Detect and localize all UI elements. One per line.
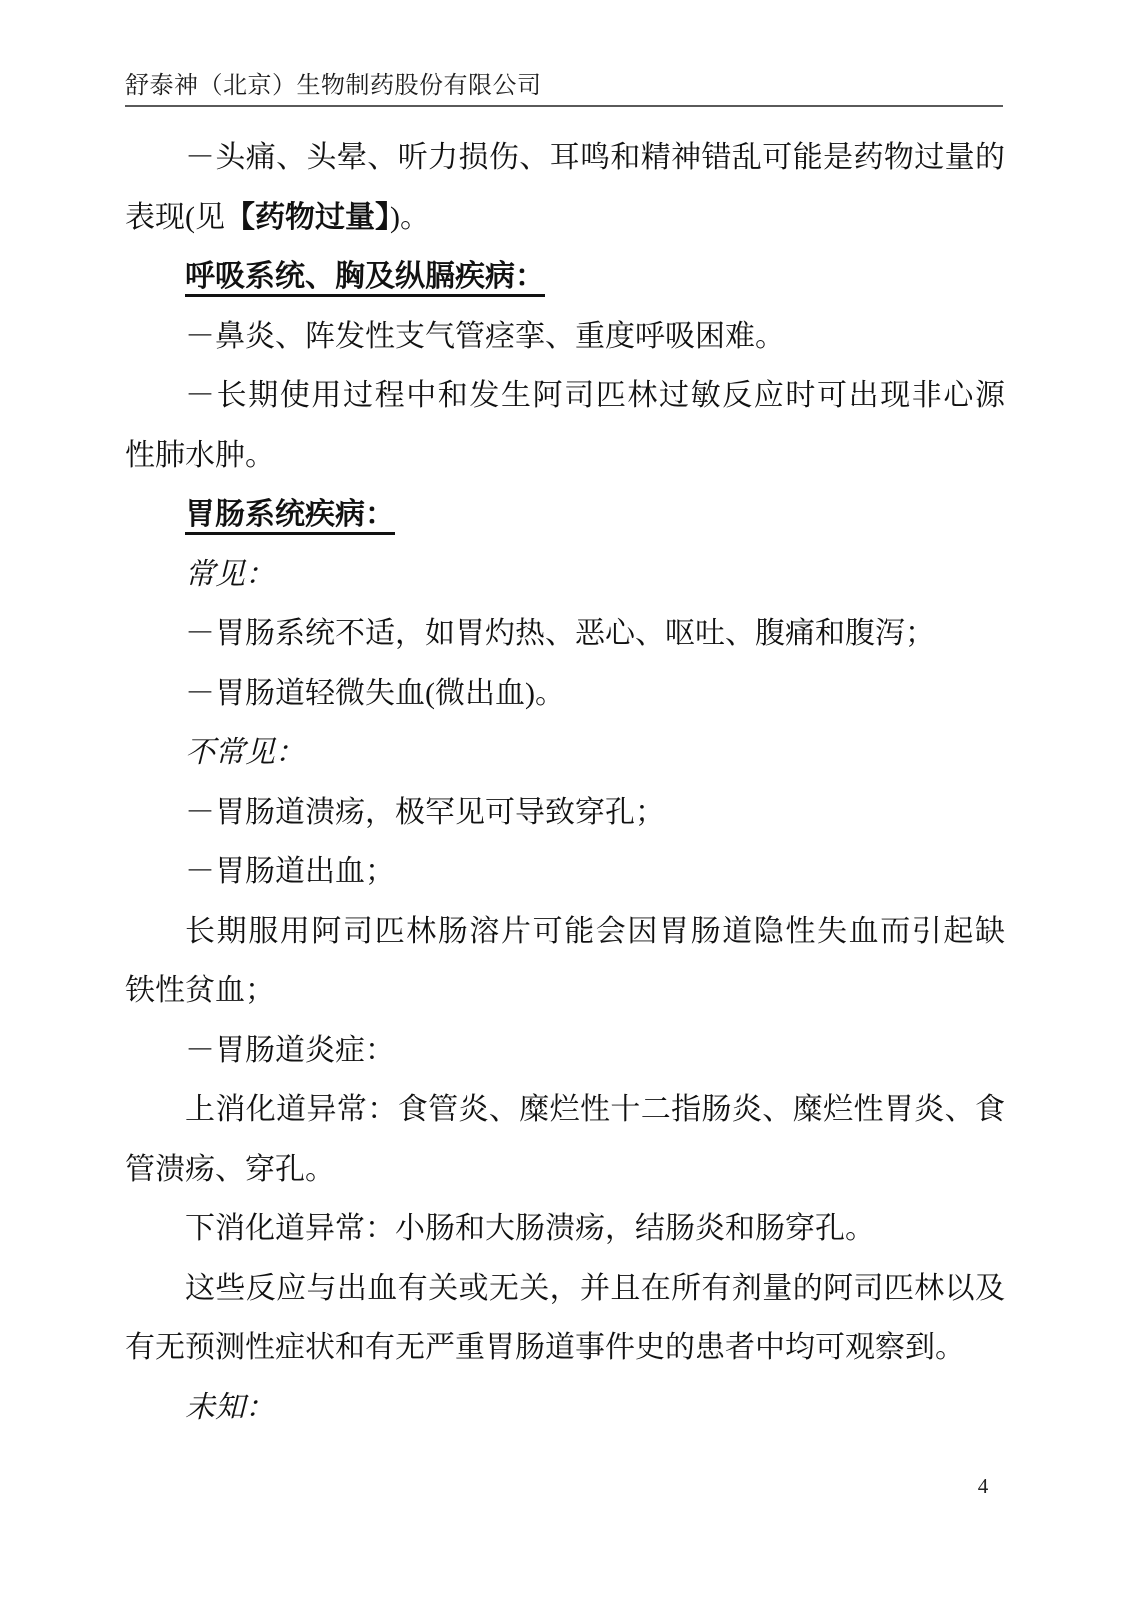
section-heading (125, 247, 1005, 307)
text-segment: 性肺水肿。 (125, 438, 275, 472)
document-header (125, 72, 1003, 107)
text-line (125, 485, 1005, 545)
text-line (125, 366, 1005, 426)
text-line (125, 1199, 1005, 1259)
text-segment: 表现(见 (125, 200, 225, 234)
text-segment: －鼻炎、阵发性支气管痉挛、重度呼吸困难。 (185, 319, 785, 353)
paragraph (125, 307, 1005, 367)
text-line (125, 247, 1005, 307)
page-number: 4 (977, 1474, 989, 1498)
paragraph (125, 1080, 1005, 1199)
paragraph (125, 366, 1005, 485)
text-segment: )。 (390, 200, 430, 234)
paragraph (125, 128, 1005, 247)
text-line (125, 1378, 1005, 1438)
text-segment: －胃肠道出血； (185, 855, 395, 888)
frequency-label (125, 723, 1005, 783)
text-segment: 不常见： (185, 736, 305, 769)
text-segment: －胃肠系统不适，如胃灼热、恶心、呕吐、腹痛和腹泻； (185, 617, 935, 650)
document-body (125, 128, 1005, 1437)
text-line (125, 902, 1005, 962)
paragraph (125, 664, 1005, 724)
text-segment: －胃肠道溃疡，极罕见可导致穿孔； (185, 795, 665, 829)
text-segment: 管溃疡、穿孔。 (125, 1152, 335, 1186)
paragraph (125, 842, 1005, 902)
paragraph (125, 1199, 1005, 1259)
text-segment: 常见： (185, 557, 275, 591)
text-segment: 下消化道异常：小肠和大肠溃疡，结肠炎和肠穿孔。 (185, 1212, 875, 1245)
text-line (125, 545, 1005, 605)
text-line (125, 723, 1005, 783)
frequency-label (125, 1378, 1005, 1438)
text-segment: －胃肠道炎症： (185, 1033, 395, 1067)
text-line (125, 307, 1005, 367)
text-segment: －头痛、头晕、听力损伤、耳鸣和精神错乱可能是药物过量的 (185, 141, 1005, 174)
text-segment: 未知： (185, 1390, 275, 1424)
company-name: 舒泰神（北京）生物制药股份有限公司 (125, 73, 542, 99)
section-heading (125, 485, 1005, 545)
text-line (125, 1140, 1005, 1200)
text-line (125, 961, 1005, 1021)
text-line (125, 1259, 1005, 1319)
text-segment: －长期使用过程中和发生阿司匹林过敏反应时可出现非心源 (185, 379, 1005, 412)
text-line (125, 1080, 1005, 1140)
text-segment: 铁性贫血； (125, 974, 275, 1007)
text-segment: 有无预测性症状和有无严重胃肠道事件史的患者中均可观察到。 (125, 1331, 965, 1364)
paragraph (125, 783, 1005, 843)
paragraph (125, 604, 1005, 664)
text-segment: －胃肠道轻微失血(微出血)。 (185, 676, 565, 710)
paragraph (125, 1021, 1005, 1081)
bold-cross-reference: 【药物过量】 (225, 200, 390, 234)
text-line (125, 128, 1005, 188)
text-segment: 这些反应与出血有关或无关，并且在所有剂量的阿司匹林以及 (185, 1271, 1005, 1305)
text-segment: 呼吸系统、胸及纵膈疾病： (185, 260, 545, 293)
text-line (125, 1021, 1005, 1081)
text-segment: 胃肠系统疾病： (185, 498, 395, 531)
text-line (125, 1318, 1005, 1378)
text-line (125, 188, 1005, 248)
text-line (125, 426, 1005, 486)
text-line (125, 842, 1005, 902)
paragraph (125, 1259, 1005, 1378)
text-line (125, 604, 1005, 664)
text-segment: 上消化道异常：食管炎、糜烂性十二指肠炎、糜烂性胃炎、食 (185, 1093, 1005, 1126)
paragraph (125, 902, 1005, 1021)
text-line (125, 783, 1005, 843)
text-segment: 长期服用阿司匹林肠溶片可能会因胃肠道隐性失血而引起缺 (185, 914, 1005, 948)
frequency-label (125, 545, 1005, 605)
text-line (125, 664, 1005, 724)
